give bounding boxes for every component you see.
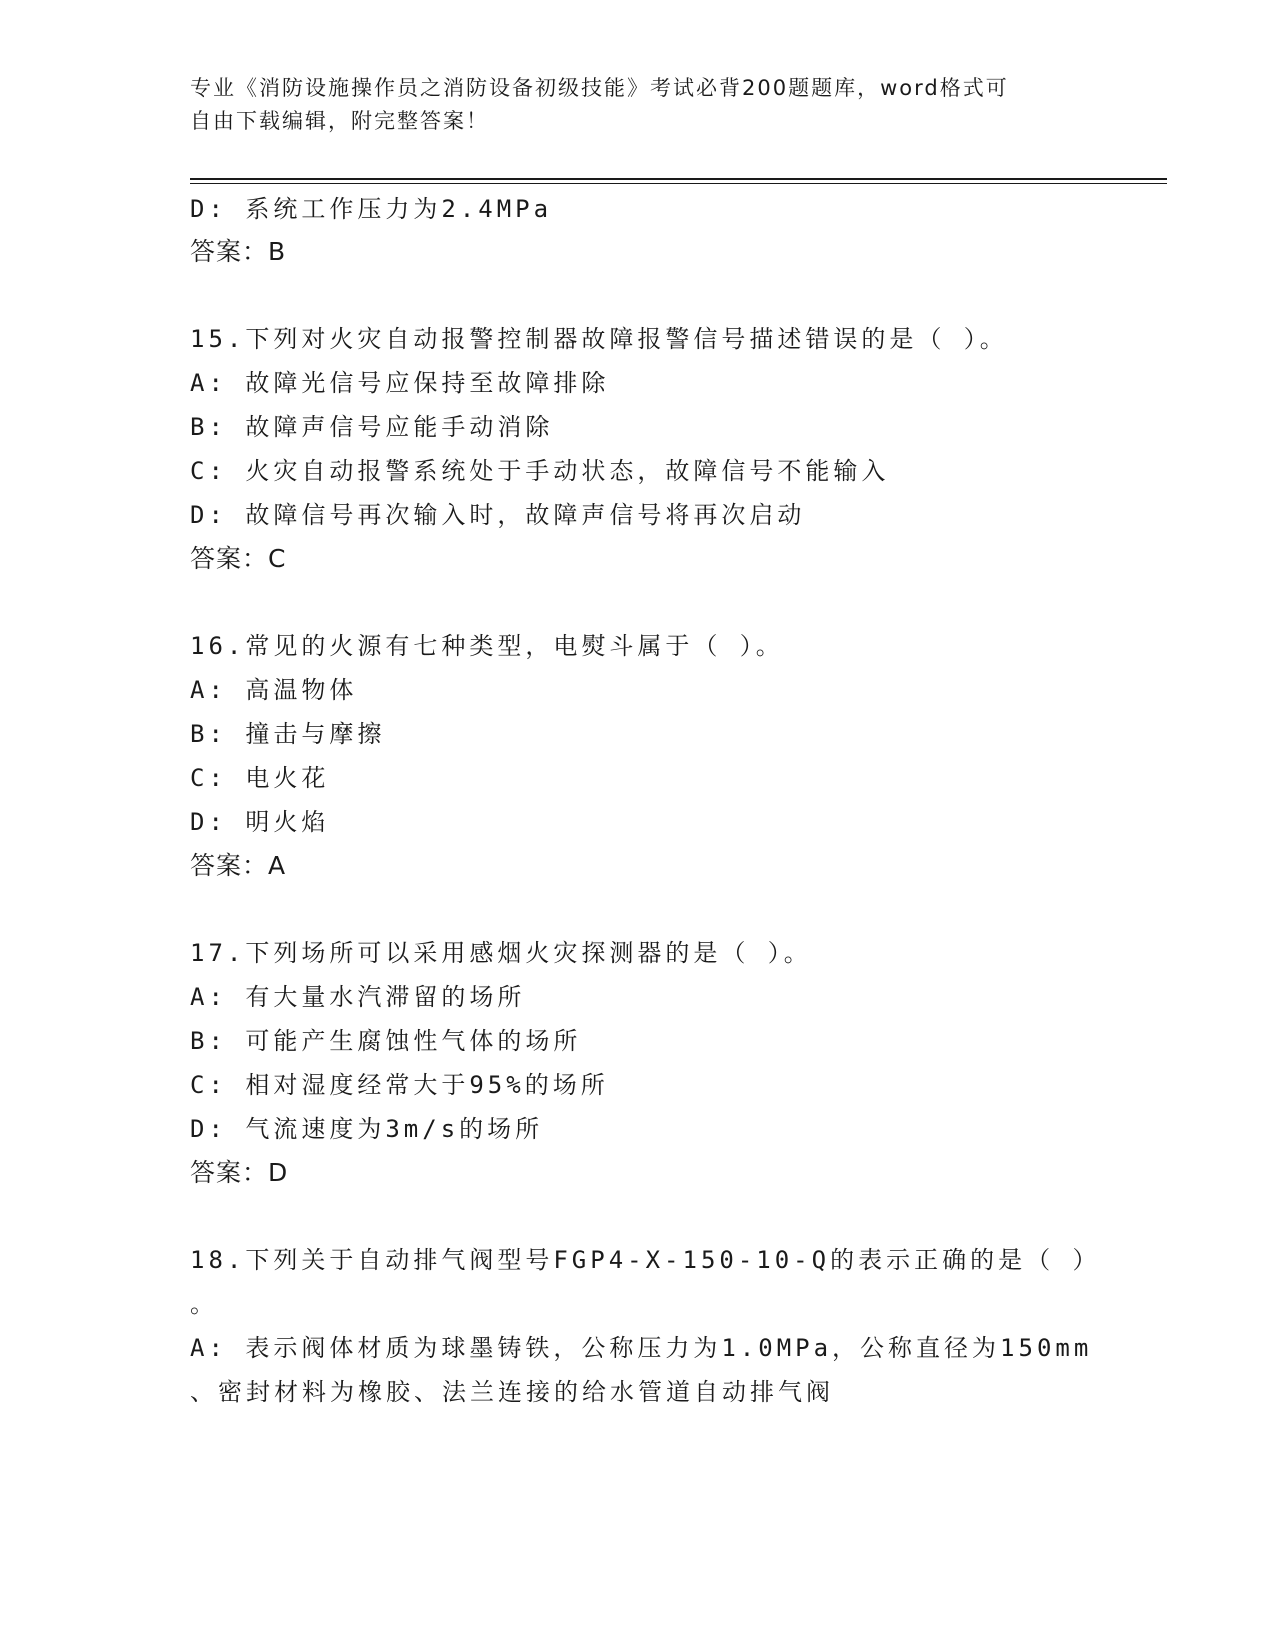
q17-answer: 答案：D	[190, 1158, 289, 1187]
header-line-2: 自由下载编辑，附完整答案！	[190, 109, 489, 133]
q16-stem: 16.常见的火源有七种类型，电熨斗属于（ ）。	[190, 632, 784, 660]
q17-stem: 17.下列场所可以采用感烟火灾探测器的是（ ）。	[190, 939, 812, 967]
q15-option-d: D: 故障信号再次输入时，故障声信号将再次启动	[190, 501, 806, 529]
q17-option-b: B: 可能产生腐蚀性气体的场所	[190, 1027, 582, 1055]
header-rule-thin	[190, 183, 1167, 184]
q16-option-a: A: 高温物体	[190, 676, 358, 704]
q15-option-b: B: 故障声信号应能手动消除	[190, 413, 554, 441]
q18-stem: 18.下列关于自动排气阀型号FGP4-X-150-10-Q的表示正确的是（ ）	[190, 1246, 1101, 1274]
prev-option-d: D: 系统工作压力为2.4MPa	[190, 195, 553, 223]
q15-stem: 15.下列对火灾自动报警控制器故障报警信号描述错误的是（ ）。	[190, 325, 1008, 353]
q16-option-d: D: 明火焰	[190, 808, 330, 836]
q17-option-a: A: 有大量水汽滞留的场所	[190, 983, 526, 1011]
header-rule-thick	[190, 178, 1167, 180]
header-line-1: 专业《消防设施操作员之消防设备初级技能》考试必背200题题库，word格式可	[190, 76, 1009, 100]
q15-option-c: C: 火灾自动报警系统处于手动状态，故障信号不能输入	[190, 457, 890, 485]
prev-answer: 答案：B	[190, 237, 287, 266]
document-header	[190, 72, 1070, 138]
q15-option-a: A: 故障光信号应保持至故障排除	[190, 369, 610, 397]
q18-stem-continuation: 。	[190, 1290, 218, 1318]
q17-option-d: D: 气流速度为3m/s的场所	[190, 1115, 544, 1143]
q16-option-c: C: 电火花	[190, 764, 330, 792]
q16-answer: 答案：A	[190, 851, 287, 880]
q17-option-c: C: 相对湿度经常大于95%的场所	[190, 1071, 609, 1099]
q18-option-a-continuation: 、密封材料为橡胶、法兰连接的给水管道自动排气阀	[190, 1378, 834, 1406]
q16-option-b: B: 撞击与摩擦	[190, 720, 386, 748]
q15-answer: 答案：C	[190, 544, 287, 573]
q18-option-a: A: 表示阀体材质为球墨铸铁，公称压力为1.0MPa，公称直径为150mm	[190, 1334, 1093, 1362]
